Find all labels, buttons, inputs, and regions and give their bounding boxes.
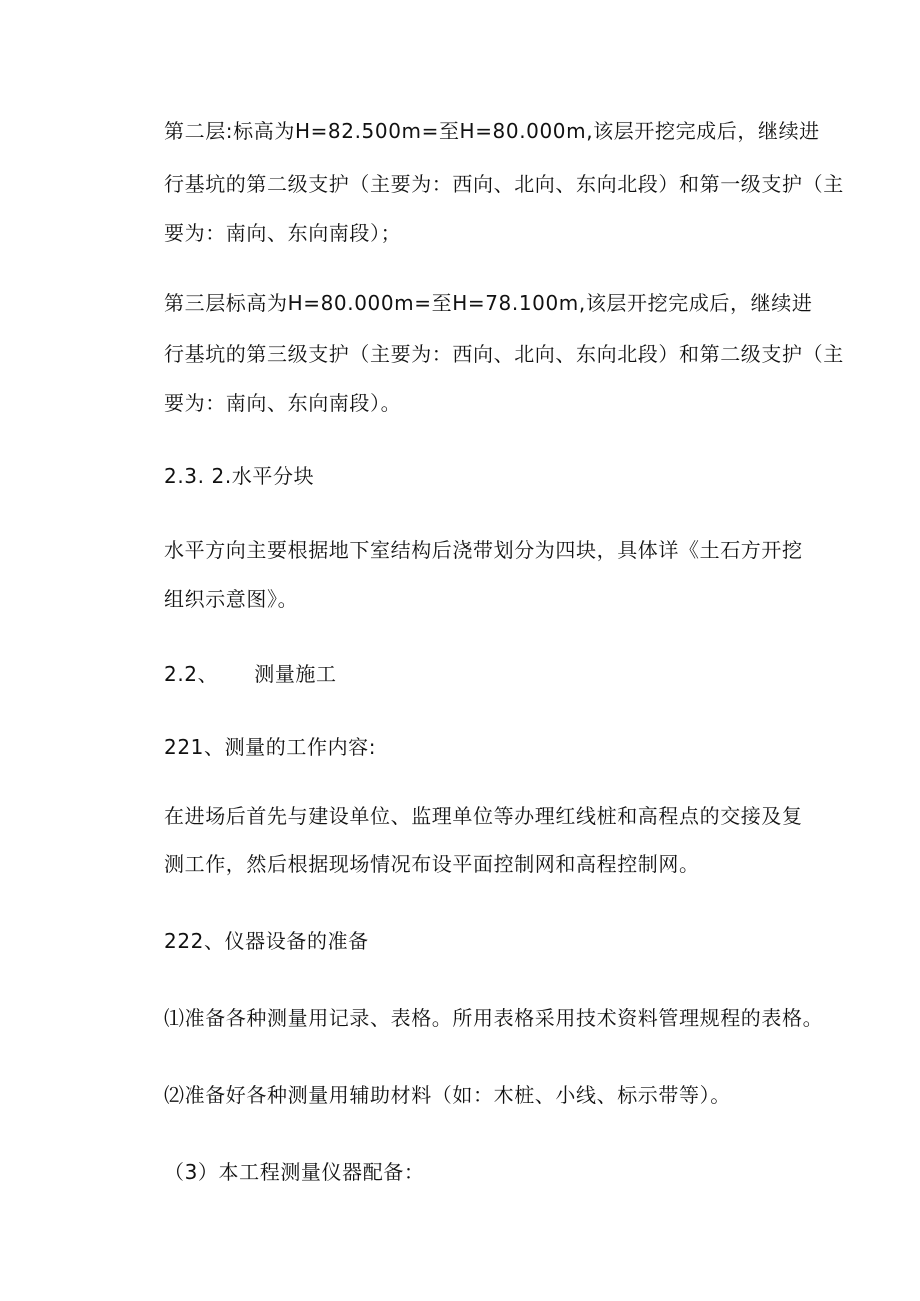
- paragraph-layer3-line1: 第三层标高为H=80.000m=至H=78.100m,该层开挖完成后，继续进: [164, 291, 813, 315]
- paragraph-horizontal-line1: 水平方向主要根据地下室结构后浇带划分为四块，具体详《土石方开挖: [164, 538, 803, 562]
- paragraph-survey-line1: 在进场后首先与建设单位、监理单位等办理红线桩和高程点的交接及复: [164, 804, 803, 828]
- heading-2-2-number: 2.2、: [164, 662, 219, 686]
- heading-222: 222、仪器设备的准备: [164, 929, 369, 953]
- paragraph-survey-line2: 测工作，然后根据现场情况布设平面控制网和高程控制网。: [164, 852, 700, 876]
- heading-2-2: [164, 661, 337, 687]
- paragraph-horizontal-line2: 组织示意图》。: [164, 587, 299, 611]
- heading-2-2-title: 测量施工: [254, 662, 337, 686]
- heading-221: 221、测量的工作内容:: [164, 735, 377, 759]
- paragraph-layer2-line3: 要为：南向、东向南段）；: [164, 221, 402, 245]
- list-item-3: （3）本工程测量仪器配备：: [164, 1160, 425, 1184]
- heading-2-3-2: 2.3. 2.水平分块: [164, 464, 315, 488]
- paragraph-layer2-line2: 行基坑的第二级支护（主要为：西向、北向、东向北段）和第一级支护（主: [164, 172, 844, 196]
- paragraph-layer2-line1: 第二层:标高为H=82.500m=至H=80.000m,该层开挖完成后，继续进: [164, 119, 820, 143]
- list-item-1: ⑴准备各种测量用记录、表格。所用表格采用技术资料管理规程的表格。: [164, 1006, 824, 1030]
- paragraph-layer3-line2: 行基坑的第三级支护（主要为：西向、北向、东向北段）和第二级支护（主: [164, 342, 844, 366]
- paragraph-layer3-line3: 要为：南向、东向南段）。: [164, 391, 402, 415]
- list-item-2: ⑵准备好各种测量用辅助材料（如：木桩、小线、标示带等）。: [164, 1083, 731, 1107]
